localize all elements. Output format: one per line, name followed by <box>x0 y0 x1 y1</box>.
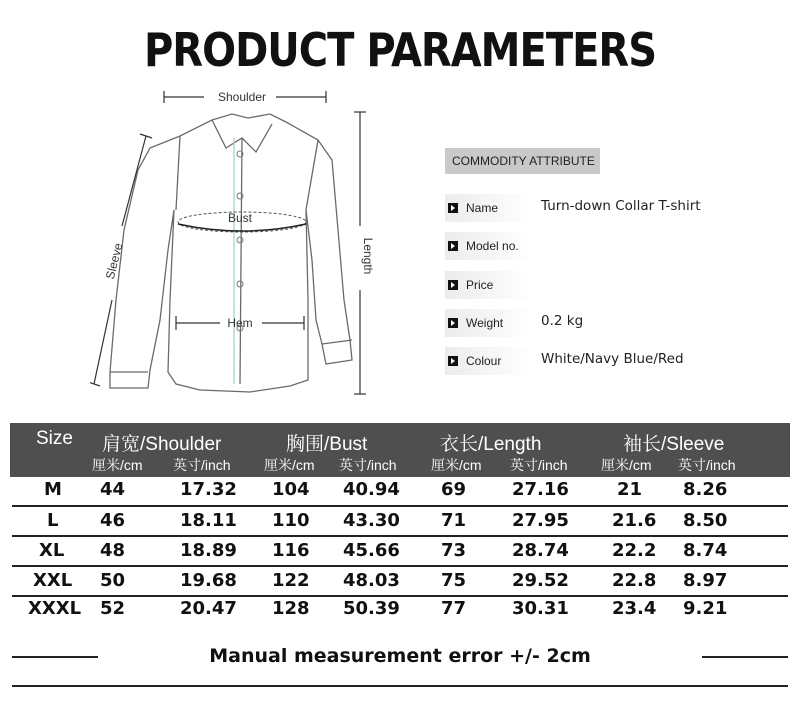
length-label: Length <box>361 237 375 275</box>
unit-cm: 厘米/cm <box>92 457 143 473</box>
attribute-key: Price <box>466 278 494 292</box>
unit-inch: 英寸/inch <box>678 457 736 473</box>
sleeve-inch-cell: 8.74 <box>683 540 728 561</box>
shoulder-header: 肩宽/Shoulder <box>102 434 222 455</box>
hem-label: Hem <box>227 316 253 330</box>
shoulder-inch-cell: 20.47 <box>180 598 237 619</box>
length-cm-cell: 71 <box>441 510 467 531</box>
arrow-bullet-icon <box>448 203 458 213</box>
shoulder-cm-cell: 44 <box>100 479 126 500</box>
shoulder-cm-cell: 50 <box>100 570 126 591</box>
bust-inch-cell: 48.03 <box>343 570 400 591</box>
shoulder-cm-cell: 46 <box>100 510 126 531</box>
size-table-header <box>10 423 790 477</box>
attribute-value: 0.2 kg <box>541 313 584 329</box>
arrow-bullet-icon <box>448 356 458 366</box>
arrow-bullet-icon <box>448 241 458 251</box>
size-cell: L <box>47 510 59 531</box>
length-cm-cell: 69 <box>441 479 467 500</box>
shoulder-cm-cell: 52 <box>100 598 126 619</box>
sleeve-label: Sleeve <box>102 241 126 281</box>
unit-inch: 英寸/inch <box>173 457 231 473</box>
size-cell: M <box>44 479 62 500</box>
sleeve-cm-cell: 23.4 <box>612 598 657 619</box>
attribute-value: White/Navy Blue/Red <box>541 351 684 367</box>
size-cell: XL <box>39 540 65 561</box>
shoulder-inch-cell: 18.11 <box>180 510 237 531</box>
shoulder-inch-cell: 18.89 <box>180 540 237 561</box>
bust-cm-cell: 128 <box>272 598 310 619</box>
footer-bottom-line <box>12 685 788 687</box>
length-inch-cell: 27.95 <box>512 510 569 531</box>
arrow-bullet-icon <box>448 280 458 290</box>
attribute-row-model <box>445 232 780 260</box>
attribute-key: Name <box>466 201 499 215</box>
sleeve-inch-cell: 9.21 <box>683 598 728 619</box>
arrow-bullet-icon <box>448 318 458 328</box>
bust-cm-cell: 104 <box>272 479 310 500</box>
sleeve-inch-cell: 8.50 <box>683 510 728 531</box>
sleeve-inch-cell: 8.97 <box>683 570 728 591</box>
unit-inch: 英寸/inch <box>339 457 397 473</box>
size-header: Size <box>36 428 73 449</box>
shoulder-inch-cell: 17.32 <box>180 479 237 500</box>
row-divider <box>12 565 788 567</box>
attribute-key: Colour <box>466 354 502 368</box>
unit-inch: 英寸/inch <box>510 457 568 473</box>
attribute-key: Model no. <box>466 239 519 253</box>
measurement-note: Manual measurement error +/- 2cm <box>209 645 591 667</box>
bust-cm-cell: 116 <box>272 540 310 561</box>
bust-inch-cell: 43.30 <box>343 510 400 531</box>
bust-inch-cell: 40.94 <box>343 479 400 500</box>
shirt-diagram <box>90 80 410 400</box>
attribute-row-name <box>445 194 780 222</box>
size-cell: XXXL <box>28 598 82 619</box>
length-cm-cell: 73 <box>441 540 467 561</box>
bust-inch-cell: 45.66 <box>343 540 400 561</box>
unit-cm: 厘米/cm <box>601 457 652 473</box>
sleeve-inch-cell: 8.26 <box>683 479 728 500</box>
shoulder-label: Shoulder <box>217 90 267 104</box>
attribute-value: Turn-down Collar T-shirt <box>541 198 701 214</box>
attribute-row-colour <box>445 347 780 375</box>
sleeve-header: 袖长/Sleeve <box>623 434 725 455</box>
shoulder-inch-cell: 19.68 <box>180 570 237 591</box>
size-cell: XXL <box>33 570 73 591</box>
attribute-key: Weight <box>466 316 504 330</box>
unit-cm: 厘米/cm <box>431 457 482 473</box>
page-title: PRODUCT PARAMETERS <box>143 24 657 78</box>
unit-cm: 厘米/cm <box>264 457 315 473</box>
length-inch-cell: 27.16 <box>512 479 569 500</box>
length-inch-cell: 28.74 <box>512 540 569 561</box>
length-inch-cell: 29.52 <box>512 570 569 591</box>
table-row <box>0 598 800 628</box>
shoulder-cm-cell: 48 <box>100 540 126 561</box>
row-divider <box>12 595 788 597</box>
bust-header: 胸围/Bust <box>286 434 368 455</box>
bust-cm-cell: 110 <box>272 510 310 531</box>
length-inch-cell: 30.31 <box>512 598 569 619</box>
sleeve-cm-cell: 21 <box>617 479 643 500</box>
length-header: 衣长/Length <box>440 434 542 455</box>
sleeve-cm-cell: 22.8 <box>612 570 657 591</box>
attribute-row-price <box>445 271 780 299</box>
row-divider <box>12 505 788 507</box>
bust-inch-cell: 50.39 <box>343 598 400 619</box>
bust-label: Bust <box>227 211 253 225</box>
bust-cm-cell: 122 <box>272 570 310 591</box>
sleeve-cm-cell: 21.6 <box>612 510 657 531</box>
length-cm-cell: 77 <box>441 598 467 619</box>
attribute-header: COMMODITY ATTRIBUTE <box>445 148 600 174</box>
commodity-attribute-panel <box>445 146 780 386</box>
attribute-row-weight <box>445 309 780 337</box>
row-divider <box>12 535 788 537</box>
length-cm-cell: 75 <box>441 570 467 591</box>
sleeve-cm-cell: 22.2 <box>612 540 657 561</box>
